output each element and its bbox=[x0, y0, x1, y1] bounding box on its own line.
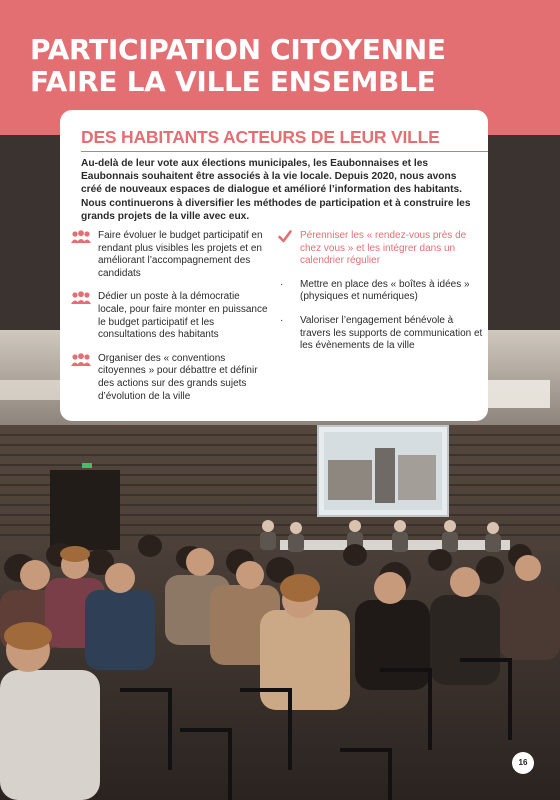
page-title-line-1: PARTICIPATION CITOYENNE bbox=[30, 33, 446, 66]
list-item bbox=[278, 279, 483, 304]
content-card bbox=[60, 110, 488, 421]
list-item-text: Pérenniser les « rendez-vous près de chez vous » et les intégrer dans un calendrier régulier bbox=[300, 230, 467, 267]
list-item bbox=[70, 353, 270, 403]
page-title-line-2: FAIRE LA VILLE ENSEMBLE bbox=[30, 65, 436, 98]
page-number: 16 bbox=[512, 752, 534, 774]
bullet-icon: · bbox=[280, 314, 284, 326]
people-group-icon bbox=[70, 230, 92, 244]
list-item-text: Dédier un poste à la démocratie locale, pour faire monter en puissance le budget participatif et les consultations des habitants bbox=[98, 291, 268, 341]
list-item-text: Valoriser l’engagement bénévole à travers les supports de communication et les évènements de la ville bbox=[300, 314, 483, 352]
section-title: DES HABITANTS ACTEURS DE LEUR VILLE bbox=[81, 127, 440, 147]
right-commitments-list bbox=[278, 230, 483, 364]
list-item bbox=[70, 230, 270, 280]
list-item bbox=[278, 230, 483, 268]
people-group-icon bbox=[70, 291, 92, 305]
list-item-text: Organiser des « conventions citoyennes » pour débattre et définir des actions sur des grands sujets d’évolution de la ville bbox=[98, 352, 258, 402]
title-divider bbox=[81, 151, 488, 152]
page-title bbox=[30, 34, 530, 98]
bullet-icon: · bbox=[280, 278, 284, 290]
people-group-icon bbox=[70, 353, 92, 367]
list-item-text: Mettre en place des « boîtes à idées » (physiques et numériques) bbox=[300, 278, 470, 303]
list-item bbox=[70, 291, 270, 341]
left-commitments-list bbox=[70, 230, 270, 414]
intro-paragraph: Au-delà de leur vote aux élections municipales, les Eaubonnaises et les Eaubonnais souhaitent être associés à la vie locale. Depuis 2020, nous avons créé de nouveaux espaces de dialogue et amélioré l’information des habitants. Nous continuerons à diversifier les méthodes de participation et à construire les grands projets de la ville avec eux. bbox=[81, 158, 471, 222]
check-icon bbox=[278, 230, 292, 243]
list-item bbox=[278, 315, 483, 353]
list-item-text: Faire évoluer le budget participatif en rendant plus visibles les projets et en améliorant l’accompagnement des candidats bbox=[98, 230, 263, 279]
